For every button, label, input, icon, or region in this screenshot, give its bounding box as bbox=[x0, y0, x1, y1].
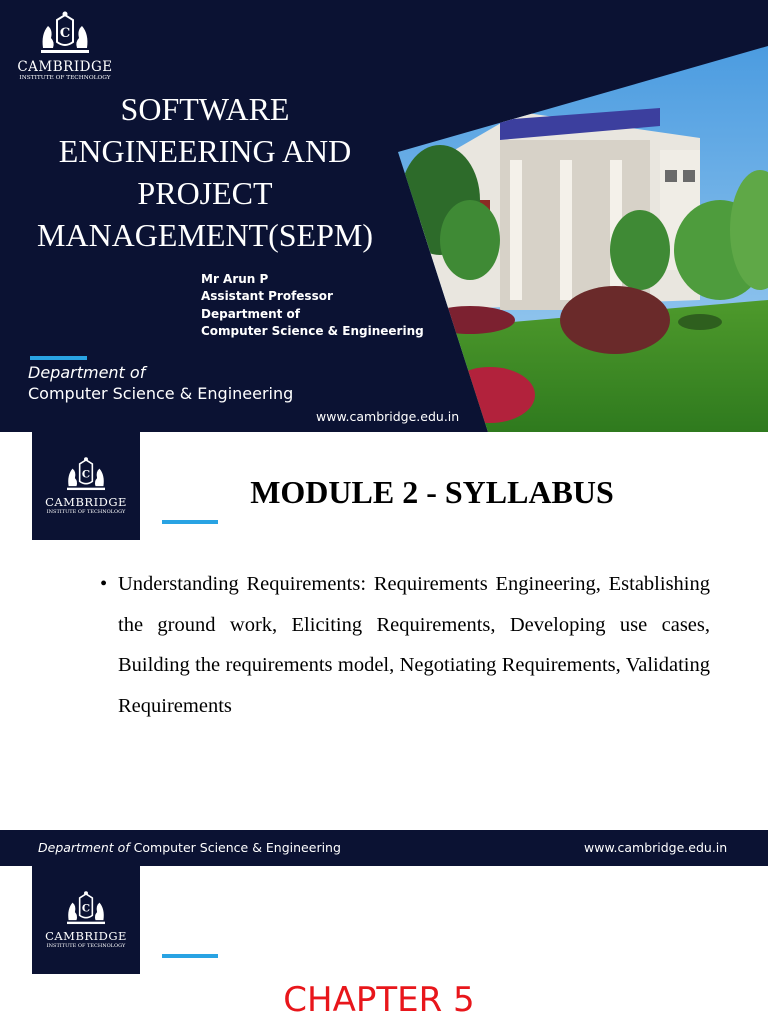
accent-bar bbox=[162, 520, 218, 524]
syllabus-slide bbox=[0, 432, 768, 866]
department-prefix: Department of bbox=[28, 363, 146, 382]
footer-department bbox=[38, 840, 341, 855]
department-name: Computer Science & Engineering bbox=[28, 384, 294, 403]
brand-subname: INSTITUTE OF TECHNOLOGY bbox=[46, 943, 126, 949]
svg-text:C: C bbox=[59, 26, 71, 41]
bullet: • bbox=[100, 573, 108, 595]
footer-dept-prefix: Department of bbox=[38, 840, 130, 855]
brand-subname: INSTITUTE OF TECHNOLOGY bbox=[46, 509, 126, 515]
list-item bbox=[100, 564, 710, 726]
presenter-info bbox=[201, 271, 424, 340]
institute-logo bbox=[38, 456, 134, 515]
brand-subname: INSTITUTE OF TECHNOLOGY bbox=[19, 75, 111, 81]
institute-logo bbox=[38, 890, 134, 949]
accent-bar bbox=[30, 356, 87, 360]
footer-dept-name: Computer Science & Engineering bbox=[129, 840, 341, 855]
course-title-line: PROJECT bbox=[137, 175, 273, 211]
syllabus-list bbox=[100, 564, 710, 726]
svg-text:C: C bbox=[81, 902, 91, 915]
crest-icon bbox=[35, 10, 95, 58]
accent-bar bbox=[162, 954, 218, 958]
presenter-dept: Computer Science & Engineering bbox=[201, 323, 424, 338]
footer-bar bbox=[0, 830, 768, 866]
footer-website-link[interactable]: www.cambridge.edu.in bbox=[584, 840, 728, 855]
chapter-heading: CHAPTER 5 bbox=[283, 980, 475, 1020]
slide-title: MODULE 2 - SYLLABUS bbox=[250, 474, 614, 510]
title-slide bbox=[0, 0, 768, 432]
website-link[interactable]: www.cambridge.edu.in bbox=[316, 409, 460, 424]
presenter-role: Assistant Professor bbox=[201, 289, 333, 304]
svg-text:C: C bbox=[81, 468, 91, 481]
logo-box bbox=[32, 432, 140, 540]
logo-box bbox=[32, 866, 140, 974]
brand-name: CAMBRIDGE bbox=[17, 59, 113, 75]
presenter-dept-prefix: Department of bbox=[201, 306, 301, 321]
institute-logo bbox=[12, 10, 118, 82]
brand-name: CAMBRIDGE bbox=[45, 929, 127, 943]
crest-icon bbox=[62, 890, 110, 928]
presenter-name: Mr Arun P bbox=[201, 272, 269, 286]
department-label bbox=[28, 362, 293, 404]
course-title-line: MANAGEMENT(SEPM) bbox=[37, 217, 373, 253]
course-title bbox=[14, 88, 396, 256]
course-title-line: SOFTWARE bbox=[120, 91, 290, 127]
crest-icon bbox=[62, 456, 110, 494]
brand-name: CAMBRIDGE bbox=[45, 495, 127, 509]
list-item-text: Understanding Requirements: Requirements Engineering, Establishing the ground work, Eliciting Requirements, Developing use cases, Building the requirements model, Negotiating Requirements, Validating Requirements bbox=[118, 573, 710, 717]
chapter-slide bbox=[0, 866, 768, 1024]
course-title-line: ENGINEERING AND bbox=[58, 133, 352, 169]
